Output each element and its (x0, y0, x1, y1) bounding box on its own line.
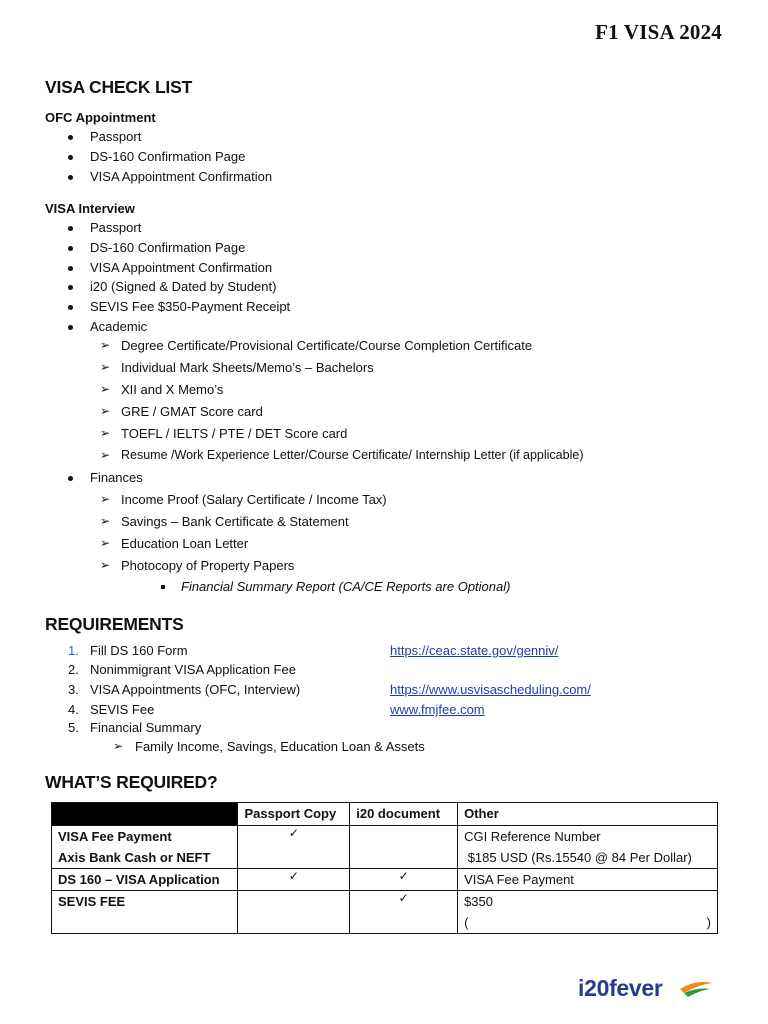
requirement-sub-item: Family Income, Savings, Education Loan & Assets (135, 739, 425, 754)
list-item: DS-160 Confirmation Page (90, 149, 246, 164)
academic-item: TOEFL / IELTS / PTE / DET Score card (121, 426, 348, 441)
table-row (52, 826, 718, 869)
table-header-blank (52, 803, 238, 826)
requirements-heading: REQUIREMENTS (45, 614, 184, 634)
document-title: F1 VISA 2024 (595, 20, 722, 44)
other-line: VISA Fee Payment (464, 872, 574, 887)
other-line: $185 USD (Rs.15540 @ 84 Per Dollar) (464, 850, 692, 865)
check-icon: ✓ (288, 869, 299, 883)
arrow-bullet-icon: ➢ (100, 360, 111, 374)
row-label-line: DS 160 – VISA Application (58, 872, 220, 887)
list-item: VISA Appointment Confirmation (90, 169, 273, 184)
square-bullet-icon (161, 585, 165, 589)
list-item: DS-160 Confirmation Page (90, 240, 246, 255)
arrow-bullet-icon: ➢ (113, 739, 124, 753)
requirement-text: VISA Appointments (OFC, Interview) (90, 682, 301, 697)
list-item: VISA Appointment Confirmation (90, 260, 273, 275)
other-cell (458, 891, 718, 934)
interview-heading: VISA Interview (45, 201, 135, 216)
arrow-bullet-icon: ➢ (100, 492, 111, 506)
ofc-heading: OFC Appointment (45, 110, 156, 125)
bullet-icon (68, 246, 73, 251)
check-icon: ✓ (288, 826, 299, 840)
flag-swoosh-icon (678, 979, 714, 997)
bullet-icon (68, 175, 73, 180)
table-header-row (52, 803, 718, 826)
list-number: 4. (68, 702, 79, 717)
academic-item: XII and X Memo’s (121, 382, 224, 397)
row-label (52, 826, 238, 869)
bullet-icon (68, 476, 73, 481)
other-line: CGI Reference Number (464, 829, 601, 844)
table-header-i20: i20 document (350, 803, 458, 826)
ds160-link[interactable]: https://ceac.state.gov/genniv/ (390, 643, 559, 658)
table-row (52, 891, 718, 934)
other-cell (458, 869, 718, 891)
academic-item: Individual Mark Sheets/Memo’s – Bachelors (121, 360, 374, 375)
list-number: 3. (68, 682, 79, 697)
list-item: Academic (90, 319, 148, 334)
check-icon: ✓ (398, 869, 409, 883)
i20-cell (350, 869, 458, 891)
academic-item: Degree Certificate/Provisional Certificate/Course Completion Certificate (121, 338, 533, 353)
finance-note: Financial Summary Report (CA/CE Reports are Optional) (181, 579, 511, 594)
bullet-icon (68, 305, 73, 310)
check-icon: ✓ (398, 891, 409, 905)
other-line: $350 (464, 894, 493, 909)
arrow-bullet-icon: ➢ (100, 426, 111, 440)
arrow-bullet-icon: ➢ (100, 382, 111, 396)
other-cell (458, 826, 718, 869)
closing-paren: ) (706, 915, 711, 930)
finance-item: Photocopy of Property Papers (121, 558, 295, 573)
bullet-icon (68, 226, 73, 231)
row-label (52, 869, 238, 891)
row-label-line: SEVIS FEE (58, 894, 126, 909)
table-row (52, 869, 718, 891)
list-number: 1. (68, 643, 79, 658)
list-number: 5. (68, 720, 79, 735)
requirement-text: SEVIS Fee (90, 702, 155, 717)
sevis-fee-link[interactable]: www.fmjfee.com (390, 702, 485, 717)
arrow-bullet-icon: ➢ (100, 404, 111, 418)
logo-text-fever: fever (609, 975, 663, 1001)
requirement-text: Financial Summary (90, 720, 202, 735)
arrow-bullet-icon: ➢ (100, 558, 111, 572)
requirements-table (51, 802, 718, 934)
finance-item: Savings – Bank Certificate & Statement (121, 514, 349, 529)
checklist-heading: VISA CHECK LIST (45, 77, 193, 97)
finance-item: Education Loan Letter (121, 536, 249, 551)
passport-cell (238, 826, 350, 869)
passport-cell (238, 869, 350, 891)
row-label-line: VISA Fee Payment (58, 829, 172, 844)
list-number: 2. (68, 662, 79, 677)
list-item: Passport (90, 129, 142, 144)
arrow-bullet-icon: ➢ (100, 514, 111, 528)
bullet-icon (68, 325, 73, 330)
bullet-icon (68, 155, 73, 160)
list-item: SEVIS Fee $350-Payment Receipt (90, 299, 291, 314)
logo-text-i20: i20 (578, 975, 610, 1001)
row-label-line: Axis Bank Cash or NEFT (58, 850, 211, 865)
i20fever-logo (578, 975, 663, 1005)
row-label (52, 891, 238, 934)
other-line: ( (464, 915, 469, 930)
list-item: Passport (90, 220, 142, 235)
requirement-text: Fill DS 160 Form (90, 643, 188, 658)
requirement-text: Nonimmigrant VISA Application Fee (90, 662, 296, 677)
table-header-other: Other (458, 803, 718, 826)
arrow-bullet-icon: ➢ (100, 338, 111, 352)
table-header-passport: Passport Copy (238, 803, 350, 826)
academic-item: GRE / GMAT Score card (121, 404, 263, 419)
visa-scheduling-link[interactable]: https://www.usvisascheduling.com/ (390, 682, 591, 697)
bullet-icon (68, 266, 73, 271)
bullet-icon (68, 285, 73, 290)
whats-required-heading: WHAT’S REQUIRED? (45, 772, 218, 792)
list-item: Finances (90, 470, 143, 485)
academic-item: Resume /Work Experience Letter/Course Certificate/ Internship Letter (if applicable) (121, 448, 584, 462)
arrow-bullet-icon: ➢ (100, 448, 111, 462)
bullet-icon (68, 135, 73, 140)
i20-cell (350, 891, 458, 934)
i20-cell (350, 826, 458, 869)
arrow-bullet-icon: ➢ (100, 536, 111, 550)
passport-cell (238, 891, 350, 934)
list-item: i20 (Signed & Dated by Student) (90, 279, 277, 294)
finance-item: Income Proof (Salary Certificate / Income Tax) (121, 492, 387, 507)
